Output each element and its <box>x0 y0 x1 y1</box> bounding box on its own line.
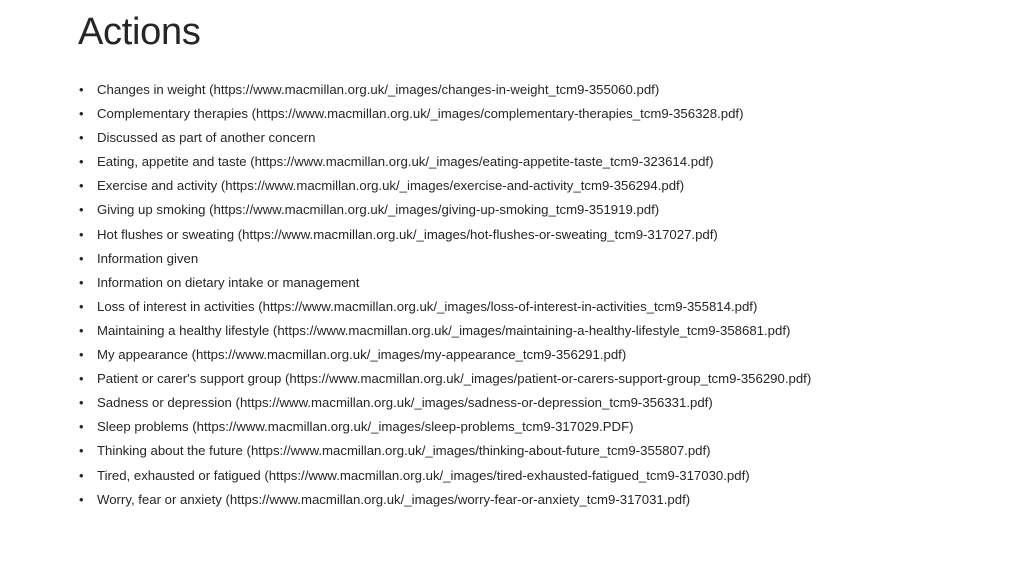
bullet-marker: • <box>79 347 84 363</box>
bullet-item <box>78 343 998 367</box>
bullet-item <box>78 198 998 222</box>
bullet-text: Eating, appetite and taste (https://www.macmillan.org.uk/_images/eating-appetite-taste_tcm9-323614.pdf) <box>97 154 714 170</box>
bullet-item <box>78 464 998 488</box>
bullet-marker: • <box>79 322 84 338</box>
bullet-text: Discussed as part of another concern <box>97 130 316 146</box>
bullet-text: Information given <box>97 250 199 266</box>
bullet-text: Tired, exhausted or fatigued (https://www.macmillan.org.uk/_images/tired-exhausted-fatigued_tcm9-317030.pdf) <box>97 467 750 483</box>
bullet-marker: • <box>79 371 84 387</box>
bullet-marker: • <box>79 491 84 507</box>
bullet-item <box>78 78 998 102</box>
bullet-item <box>78 126 998 150</box>
bullet-item <box>78 439 998 463</box>
bullet-item <box>78 271 998 295</box>
bullet-item <box>78 367 998 391</box>
bullet-marker: • <box>79 226 84 242</box>
bullet-item <box>78 223 998 247</box>
bullet-item <box>78 488 998 512</box>
bullet-item <box>78 150 998 174</box>
bullet-item <box>78 102 998 126</box>
bullet-marker: • <box>79 178 84 194</box>
bullet-text: Exercise and activity (https://www.macmillan.org.uk/_images/exercise-and-activity_tcm9-356294.pdf) <box>97 178 685 194</box>
bullet-text: Complementary therapies (https://www.macmillan.org.uk/_images/complementary-therapies_tcm9-356328.pdf) <box>97 106 744 122</box>
bullet-marker: • <box>79 298 84 314</box>
bullet-marker: • <box>79 202 84 218</box>
bullet-text: My appearance (https://www.macmillan.org.uk/_images/my-appearance_tcm9-356291.pdf) <box>97 347 627 363</box>
bullet-text: Patient or carer's support group (https://www.macmillan.org.uk/_images/patient-or-carers-support-group_tcm9-356290.pdf) <box>97 371 812 387</box>
bullet-item <box>78 391 998 415</box>
bullet-text: Giving up smoking (https://www.macmillan.org.uk/_images/giving-up-smoking_tcm9-351919.pdf) <box>97 202 660 218</box>
bullet-item <box>78 319 998 343</box>
bullet-marker: • <box>79 395 84 411</box>
bullet-text: Hot flushes or sweating (https://www.macmillan.org.uk/_images/hot-flushes-or-sweating_tcm9-317027.pdf) <box>97 226 718 242</box>
bullet-marker: • <box>79 443 84 459</box>
bullet-marker: • <box>79 130 84 146</box>
bullet-marker: • <box>79 274 84 290</box>
bullet-marker: • <box>79 250 84 266</box>
bullet-text: Loss of interest in activities (https://www.macmillan.org.uk/_images/loss-of-interest-in-activities_tcm9-355814.pdf) <box>97 298 758 314</box>
bullet-marker: • <box>79 82 84 97</box>
bullet-text: Worry, fear or anxiety (https://www.macmillan.org.uk/_images/worry-fear-or-anxiety_tcm9-317031.pdf) <box>97 491 691 507</box>
bullet-marker: • <box>79 467 84 483</box>
bullet-item <box>78 295 998 319</box>
bullet-text: Maintaining a healthy lifestyle (https://www.macmillan.org.uk/_images/maintaining-a-healthy-lifestyle_tcm9-358681.pdf) <box>97 322 791 338</box>
bullet-item <box>78 415 998 439</box>
bullet-text: Changes in weight (https://www.macmillan.org.uk/_images/changes-in-weight_tcm9-355060.pdf) <box>97 82 660 97</box>
bullet-marker: • <box>79 154 84 170</box>
slide-title: Actions <box>78 11 201 53</box>
bullet-list <box>78 78 998 512</box>
bullet-item <box>78 247 998 271</box>
bullet-text: Sadness or depression (https://www.macmillan.org.uk/_images/sadness-or-depression_tcm9-356331.pdf) <box>97 395 713 411</box>
bullet-marker: • <box>79 419 84 435</box>
bullet-text: Sleep problems (https://www.macmillan.org.uk/_images/sleep-problems_tcm9-317029.PDF) <box>97 419 634 435</box>
bullet-text: Information on dietary intake or management <box>97 274 360 290</box>
bullet-marker: • <box>79 106 84 122</box>
bullet-text: Thinking about the future (https://www.macmillan.org.uk/_images/thinking-about-future_tcm9-355807.pdf) <box>97 443 711 459</box>
bullet-item <box>78 174 998 198</box>
